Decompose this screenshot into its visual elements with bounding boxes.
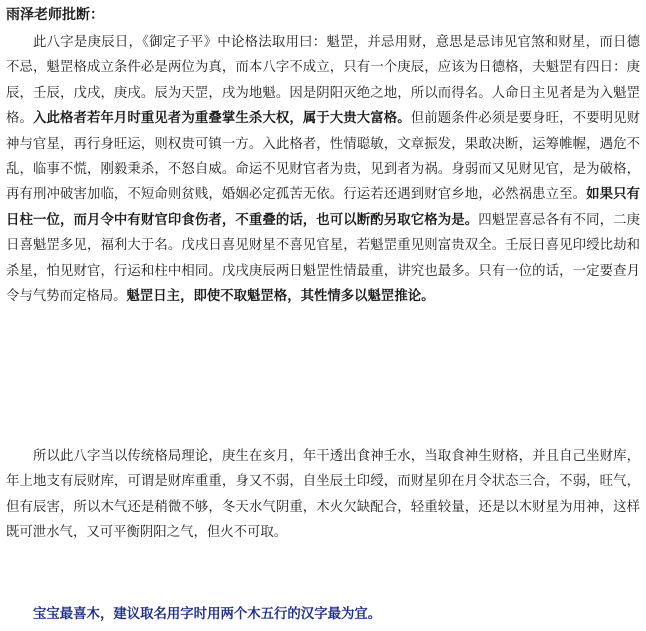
paragraph-text: 四魁罡喜忌各有不同，二庚日喜魁罡多见，福利大于名。戊戌日喜见财星不喜见官星，若魁罡重见则富贵双全。壬辰日喜见印绶比劫和杀星，怕见财官，行运和柱中相同。戊戌庚辰两日魁罡性情最重，讲究也最多。只有一位的话，一定要查月令与气势而定格局。 bbox=[6, 212, 640, 305]
bold-emphasis: 如果只有日柱一位，而月令中有财官印食伤者，不重叠的话，也可以断酌另取它格为是。 bbox=[6, 187, 641, 228]
naming-advice: 宝宝最喜木，建议取名用字时用两个木五行的汉字最为宜。 bbox=[33, 607, 382, 622]
paragraph-text: 但前题条件必须是要身旺，不要明见财神与官星，再行身旺运，则权贵可镇一方。入此格者，性情聪敏，文章振发，果敢决断，运筹帷幄，遇危不乱，临事不慌，刚毅秉杀，不怒自威。命运不见财官者为贵，见到者为祸。身弱而又见财见官，是为破格，再有刑冲破害加临，不短命则贫贱，婚姻必定孤苦无依。行运若还遇到财官乡地，必然祸患立至。 bbox=[6, 111, 641, 203]
bold-emphasis: 入此格者若年月时重见者为重叠掌生杀大权，属于大贵大富格。 bbox=[32, 111, 411, 127]
paragraph-text: 此八字是庚辰日，《御定子平》中论格法取用曰：魁罡，并忌用财，意思是忌讳见官煞和财星，而日德不忌，魁罡格成立条件必是两位为真，而本八字不成立，只有一个庚辰，应该为日德格，夫魁罡有四日：庚辰，壬辰，戊戌，庚戌。辰为天罡，戌为地魁。因是阴阳灭绝之地，所以而得名。人命日主见者是为入魁罡格。 bbox=[6, 35, 640, 127]
page-heading: 雨泽老师批断： bbox=[6, 7, 104, 23]
article bbox=[6, 2, 640, 628]
paragraph-pattern-conclusion: 所以此八字当以传统格局理论，庚生在亥月，年干透出食神壬水，当取食神生财格，并且自己坐财库，年上地支有辰财库，可谓是财库重重，身又不弱，自坐辰土印绶，而财星卯在月令状态三合，不弱，旺气，但有辰害，所以木气还是稍微不够，冬天水气阴重，木火欠缺配合，轻重较量，还是以木财星为用神，这样既可泄水气，又可平衡阴阳之气，但火不可取。 bbox=[6, 449, 640, 541]
bold-emphasis: 魁罡日主，即使不取魁罡格，其性情多以魁罡推论。 bbox=[126, 289, 435, 305]
paragraph-kuigang-analysis bbox=[6, 30, 640, 436]
